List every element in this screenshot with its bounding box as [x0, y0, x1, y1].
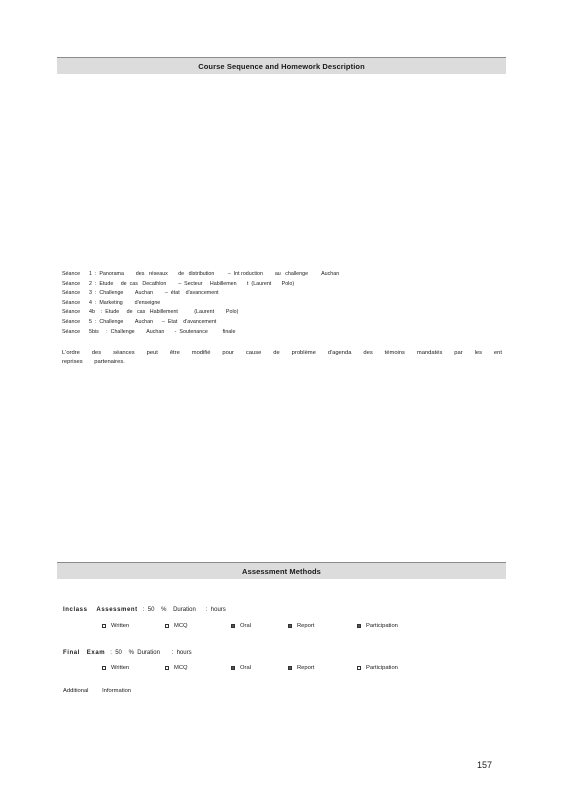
session-item: Séance 4b : Etude de cas Habillement (Laurent Polo) — [62, 309, 239, 316]
session-list — [62, 270, 339, 337]
checked-box-icon[interactable] — [288, 624, 292, 628]
session-item: Séance 4 : Marketing d'enseigne — [62, 299, 161, 306]
inclass-option-mcq[interactable]: MCQ — [165, 623, 188, 629]
checkbox-icon[interactable] — [102, 624, 106, 628]
checked-box-icon[interactable] — [288, 666, 292, 670]
checkbox-icon[interactable] — [165, 624, 169, 628]
checked-box-icon[interactable] — [357, 624, 361, 628]
session-item: Séance 3 : Challenge Auchan – état d'avancement — [62, 290, 219, 297]
inclass-assessment-label: Inclass Assessment — [63, 607, 138, 613]
checkbox-icon[interactable] — [102, 666, 106, 670]
inclass-assessment-line — [63, 607, 226, 613]
checkbox-icon[interactable] — [357, 666, 361, 670]
schedule-note: L'ordre des séances peut être modifié pour cause de problème d'agenda des témoins mandatés par les ent reprises partenaires. — [62, 350, 502, 365]
session-item: Séance 2 : Etude de cas Decathlon – Secteur Habillemen t (Laurent Polo) — [62, 280, 295, 287]
session-item: Séance 5 : Challenge Auchan – Etat d'avancement — [62, 318, 217, 325]
inclass-option-oral[interactable]: Oral — [231, 623, 251, 629]
final-exam-detail: : 50 % Duration : hours — [105, 650, 192, 656]
assessment-methods-title: Assessment Methods — [242, 566, 321, 576]
checked-box-icon[interactable] — [231, 666, 235, 670]
inclass-assessment-detail: : 50 % Duration : hours — [137, 607, 226, 613]
course-sequence-title: Course Sequence and Homework Description — [198, 61, 365, 71]
assessment-methods-header — [57, 562, 506, 579]
inclass-option-written[interactable]: Written — [102, 623, 129, 629]
inclass-option-report[interactable]: Report — [288, 623, 314, 629]
final-option-mcq[interactable]: MCQ — [165, 665, 188, 671]
inclass-option-participation[interactable]: Participation — [357, 623, 398, 629]
final-option-report[interactable]: Report — [288, 665, 314, 671]
checked-box-icon[interactable] — [231, 624, 235, 628]
final-exam-label: Final Exam — [63, 650, 106, 656]
final-option-written[interactable]: Written — [102, 665, 129, 671]
page-number: 157 — [477, 760, 493, 770]
course-sequence-header — [57, 57, 506, 74]
session-item: Séance 5bis : Challenge Auchan - Soutenance finale — [62, 328, 236, 335]
final-option-oral[interactable]: Oral — [231, 665, 251, 671]
session-item: Séance 1 : Panorama des réseaux de distribution – Int roduction au challenge Auchan — [62, 271, 340, 277]
final-exam-line — [63, 650, 192, 656]
inclass-options — [0, 623, 565, 633]
additional-information: Additional Information — [63, 688, 132, 694]
final-options — [0, 665, 565, 675]
final-option-participation[interactable]: Participation — [357, 665, 398, 671]
checkbox-icon[interactable] — [165, 666, 169, 670]
